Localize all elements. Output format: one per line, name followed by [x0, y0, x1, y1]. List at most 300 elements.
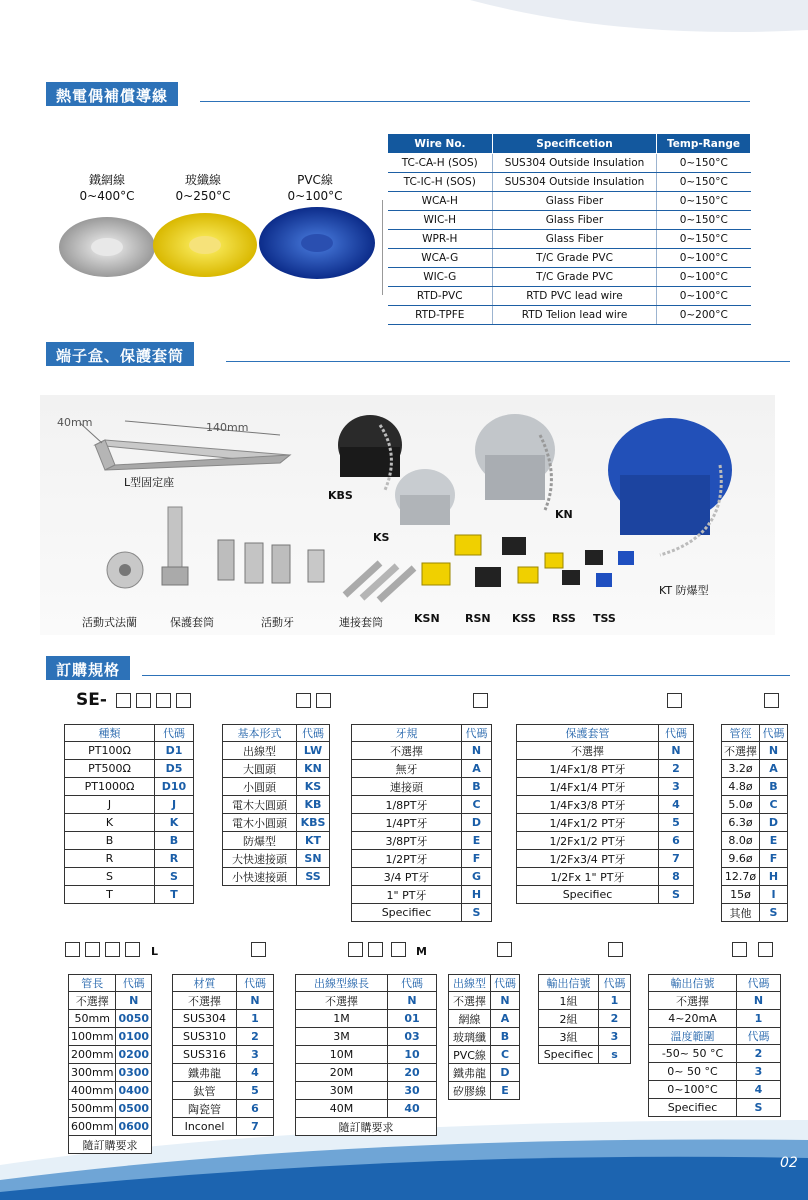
table-header: 代碼 — [116, 975, 152, 992]
wire-cell: 0~200°C — [657, 306, 751, 325]
table-code: KT — [297, 832, 330, 850]
table-row — [517, 796, 694, 814]
table-row — [173, 1118, 274, 1136]
table-row — [517, 742, 694, 760]
code-box — [316, 693, 331, 708]
table-cell: 出線型 — [223, 742, 297, 760]
table-code: 3 — [599, 1028, 631, 1046]
table-cell: 電木小圓頭 — [223, 814, 297, 832]
table-code: D — [462, 814, 492, 832]
wire-cell: Glass Fiber — [493, 230, 657, 249]
table-row — [722, 850, 788, 868]
table-cell: 1/4Fx1/4 PT牙 — [517, 778, 659, 796]
table-cell: 6.3ø — [722, 814, 760, 832]
table-row — [517, 886, 694, 904]
table-code: 0200 — [116, 1046, 152, 1064]
table-row — [296, 1064, 437, 1082]
table-row — [223, 760, 330, 778]
table-code: 0050 — [116, 1010, 152, 1028]
wire-row — [388, 287, 751, 306]
table-cell: Specifiec — [649, 1099, 737, 1117]
table-row — [223, 868, 330, 886]
code-box — [348, 942, 363, 957]
code-box — [497, 942, 512, 957]
table-code: N — [760, 742, 788, 760]
table-code: T — [155, 886, 194, 904]
table-row — [722, 886, 788, 904]
order-prefix: SE- — [76, 690, 107, 710]
table-code: 5 — [237, 1082, 274, 1100]
table-cell: 網線 — [449, 1010, 491, 1028]
table-code: K — [155, 814, 194, 832]
table-code: 30 — [388, 1082, 437, 1100]
table-cell: 10M — [296, 1046, 388, 1064]
wire-cell: Glass Fiber — [493, 192, 657, 211]
table-cell: T — [65, 886, 155, 904]
table-row — [69, 1118, 152, 1136]
table-code: B — [462, 778, 492, 796]
table-code: S — [737, 1099, 781, 1117]
table-row — [352, 742, 492, 760]
wire-cell: Glass Fiber — [493, 211, 657, 230]
table-row — [649, 1010, 781, 1028]
order-table-diameter — [721, 724, 788, 922]
table-header: 代碼 — [659, 725, 694, 742]
table-row — [352, 760, 492, 778]
table-cell: 40M — [296, 1100, 388, 1118]
table-row — [517, 868, 694, 886]
table-code: 10 — [388, 1046, 437, 1064]
wire-cell: T/C Grade PVC — [493, 268, 657, 287]
table-code: LW — [297, 742, 330, 760]
table-cell: J — [65, 796, 155, 814]
table-code: H — [462, 886, 492, 904]
table-row — [722, 868, 788, 886]
table-header: 代碼 — [599, 975, 631, 992]
table-code: C — [462, 796, 492, 814]
order-table-material — [172, 974, 274, 1136]
col-temp: Temp-Range — [657, 134, 751, 154]
table-header: 出線型線長 — [296, 975, 388, 992]
code-box — [65, 942, 80, 957]
table-row — [173, 1082, 274, 1100]
table-code: 1 — [237, 1010, 274, 1028]
vertical-divider — [382, 200, 383, 295]
table-code: D — [491, 1064, 520, 1082]
table-header: 代碼 — [760, 725, 788, 742]
table-code: 7 — [237, 1118, 274, 1136]
label-tss: TSS — [593, 612, 616, 625]
table-cell: 2組 — [539, 1010, 599, 1028]
wire-cell: 0~150°C — [657, 230, 751, 249]
table-cell: 小圓頭 — [223, 778, 297, 796]
table-row — [173, 1064, 274, 1082]
table-code: 1 — [737, 1010, 781, 1028]
table-row — [722, 904, 788, 922]
wire-cell: 0~150°C — [657, 154, 751, 173]
table-code: R — [155, 850, 194, 868]
code-box — [85, 942, 100, 957]
table-row — [517, 760, 694, 778]
table-code: S — [760, 904, 788, 922]
label-rss: RSS — [552, 612, 576, 625]
table-cell: 防爆型 — [223, 832, 297, 850]
table-cell: 9.6ø — [722, 850, 760, 868]
table-cell: 鐵弗龍 — [173, 1064, 237, 1082]
wire-cell: 0~100°C — [657, 268, 751, 287]
table-row — [517, 814, 694, 832]
table-cell: 不選擇 — [722, 742, 760, 760]
code-box — [608, 942, 623, 957]
table-cell: 連接頭 — [352, 778, 462, 796]
wire-row — [388, 192, 751, 211]
table-cell: 無牙 — [352, 760, 462, 778]
table-code: N — [116, 992, 152, 1010]
table-row — [352, 868, 492, 886]
table-row — [352, 904, 492, 922]
wire-type-pvc: PVC線 0~100°C — [287, 173, 343, 203]
table-cell: B — [65, 832, 155, 850]
wire-type-glass: 玻纖線 0~250°C — [175, 173, 231, 203]
table-row — [539, 1028, 631, 1046]
wire-row — [388, 211, 751, 230]
label-kss: KSS — [512, 612, 536, 625]
wire-cell: T/C Grade PVC — [493, 249, 657, 268]
table-cell: Specifiec — [517, 886, 659, 904]
table-code: S — [659, 886, 694, 904]
table-cell: 500mm — [69, 1100, 116, 1118]
table-cell: 1組 — [539, 992, 599, 1010]
table-code: 3 — [659, 778, 694, 796]
table-code: 0100 — [116, 1028, 152, 1046]
table-row — [223, 832, 330, 850]
table-code: D1 — [155, 742, 194, 760]
order-table-tube — [516, 724, 694, 904]
table-header: 代碼 — [155, 725, 194, 742]
table-cell: 100mm — [69, 1028, 116, 1046]
table-row — [722, 760, 788, 778]
table-cell: 大圓頭 — [223, 760, 297, 778]
table-cell: 3/8PT牙 — [352, 832, 462, 850]
order-table-form — [222, 724, 330, 886]
table-header: 代碼 — [462, 725, 492, 742]
table-row — [296, 1046, 437, 1064]
table-code: D5 — [155, 760, 194, 778]
code-box — [136, 693, 151, 708]
table-row — [352, 832, 492, 850]
table-code: B — [491, 1028, 520, 1046]
col-spec: Specificetion — [493, 134, 657, 154]
table-row — [539, 1010, 631, 1028]
table-cell: 1M — [296, 1010, 388, 1028]
table-row — [223, 796, 330, 814]
table-code: D — [760, 814, 788, 832]
table-row — [722, 832, 788, 850]
table-cell: 12.7ø — [722, 868, 760, 886]
table-row — [449, 1064, 520, 1082]
table-row — [539, 992, 631, 1010]
section-title-wire: 熱電偶補償導線 — [46, 82, 178, 106]
table-code: F — [462, 850, 492, 868]
code-box — [473, 693, 488, 708]
label-kn: KN — [555, 508, 573, 521]
table-code: 03 — [388, 1028, 437, 1046]
table-cell: 5.0ø — [722, 796, 760, 814]
table-cell: Specifiec — [539, 1046, 599, 1064]
table-cell: 20M — [296, 1064, 388, 1082]
order-table-type — [64, 724, 194, 904]
wire-coils-photo — [55, 205, 375, 285]
label-sleeve: 連接套筒 — [339, 616, 383, 629]
wire-row — [388, 249, 751, 268]
table-row — [69, 1082, 152, 1100]
table-code: D10 — [155, 778, 194, 796]
table-code: 20 — [388, 1064, 437, 1082]
code-box — [296, 693, 311, 708]
table-row — [539, 1046, 631, 1064]
table-code: 2 — [659, 760, 694, 778]
wire-cell: RTD PVC lead wire — [493, 287, 657, 306]
table-row — [65, 760, 194, 778]
table-row — [517, 832, 694, 850]
order-table-outtype — [448, 974, 520, 1100]
table-code: KB — [297, 796, 330, 814]
table-header: 代碼 — [737, 975, 781, 992]
order-table-thread — [351, 724, 492, 922]
table-row — [352, 814, 492, 832]
table-cell: 300mm — [69, 1064, 116, 1082]
table-row — [722, 814, 788, 832]
table-code: 2 — [599, 1010, 631, 1028]
wire-row — [388, 268, 751, 287]
table-cell: 不選擇 — [449, 992, 491, 1010]
table-row — [223, 778, 330, 796]
table-row — [296, 1028, 437, 1046]
section-divider — [142, 675, 790, 676]
table-cell: 3M — [296, 1028, 388, 1046]
wire-spec-table — [387, 133, 751, 325]
wire-cell: SUS304 Outside Insulation — [493, 154, 657, 173]
table-code: N — [237, 992, 274, 1010]
table-code: 1 — [599, 992, 631, 1010]
table-row — [517, 778, 694, 796]
table-code: 4 — [737, 1081, 781, 1099]
table-cell: 1/2Fx3/4 PT牙 — [517, 850, 659, 868]
wire-row — [388, 306, 751, 325]
table-code: S — [462, 904, 492, 922]
table-code: N — [737, 992, 781, 1010]
order-table-length — [68, 974, 152, 1154]
table-cell: 1/8PT牙 — [352, 796, 462, 814]
table-header: 保護套管 — [517, 725, 659, 742]
table-code: F — [760, 850, 788, 868]
table-cell: 200mm — [69, 1046, 116, 1064]
table-code: SS — [297, 868, 330, 886]
table-row — [69, 1028, 152, 1046]
wire-cell: 0~100°C — [657, 287, 751, 306]
section-divider — [226, 361, 790, 362]
table-cell: 8.0ø — [722, 832, 760, 850]
table-row — [722, 742, 788, 760]
table-row — [649, 1099, 781, 1117]
table-code: S — [155, 868, 194, 886]
wire-cell: TC-CA-H (SOS) — [388, 154, 493, 173]
table-row — [65, 814, 194, 832]
table-cell: SUS316 — [173, 1046, 237, 1064]
wire-cell: 0~150°C — [657, 211, 751, 230]
table-row — [173, 1100, 274, 1118]
table-code: G — [462, 868, 492, 886]
table-cell: K — [65, 814, 155, 832]
table-cell: Inconel — [173, 1118, 237, 1136]
table-cell: S — [65, 868, 155, 886]
table-cell: 3.2ø — [722, 760, 760, 778]
wire-cell: RTD-TPFE — [388, 306, 493, 325]
table-row — [352, 796, 492, 814]
suffix-l: L — [151, 945, 159, 958]
table-cell: 1/4Fx1/8 PT牙 — [517, 760, 659, 778]
table-row — [517, 850, 694, 868]
wire-type-mesh: 鐵網線 0~400°C — [79, 173, 135, 203]
table-cell: 0~100°C — [649, 1081, 737, 1099]
table-header: 代碼 — [297, 725, 330, 742]
code-box — [116, 693, 131, 708]
table-cell: 4.8ø — [722, 778, 760, 796]
table-row — [722, 796, 788, 814]
table-row — [173, 1046, 274, 1064]
table-cell: Specifiec — [352, 904, 462, 922]
wire-cell: WIC-H — [388, 211, 493, 230]
table-cell: PVC線 — [449, 1046, 491, 1064]
table-code: 4 — [659, 796, 694, 814]
label-fitting: 活動牙 — [261, 616, 294, 629]
table-row — [296, 1010, 437, 1028]
label-l-bracket: L型固定座 — [124, 476, 175, 489]
table-row — [65, 832, 194, 850]
table-code: 01 — [388, 1010, 437, 1028]
table-row — [449, 1028, 520, 1046]
table-header: 輸出信號 — [539, 975, 599, 992]
table-code: 3 — [737, 1063, 781, 1081]
table-cell: 不選擇 — [649, 992, 737, 1010]
table-cell: PT100Ω — [65, 742, 155, 760]
table-cell: 1/4PT牙 — [352, 814, 462, 832]
label-ksn: KSN — [414, 612, 440, 625]
table-cell: 不選擇 — [517, 742, 659, 760]
table-header: 管長 — [69, 975, 116, 992]
table-row — [65, 886, 194, 904]
order-table-output — [648, 974, 781, 1117]
table-code: J — [155, 796, 194, 814]
table-cell: 不選擇 — [69, 992, 116, 1010]
table-code: E — [462, 832, 492, 850]
wire-cell: RTD-PVC — [388, 287, 493, 306]
table-code: 6 — [659, 832, 694, 850]
table-cell: 15ø — [722, 886, 760, 904]
wire-row — [388, 173, 751, 192]
table-row — [223, 742, 330, 760]
table-row — [69, 992, 152, 1010]
table-cell: PT500Ω — [65, 760, 155, 778]
code-box — [156, 693, 171, 708]
table-code: N — [388, 992, 437, 1010]
table-row — [65, 868, 194, 886]
code-box — [667, 693, 682, 708]
table-cell: 1/2Fx1/2 PT牙 — [517, 832, 659, 850]
code-box — [125, 942, 140, 957]
wire-row — [388, 230, 751, 249]
table-code: 6 — [237, 1100, 274, 1118]
table-code: A — [760, 760, 788, 778]
section-divider — [200, 101, 750, 102]
table-code: 7 — [659, 850, 694, 868]
table-row — [69, 1046, 152, 1064]
products-illustration — [40, 395, 775, 635]
table-header: 代碼 — [388, 975, 437, 992]
table-row — [173, 992, 274, 1010]
suffix-m: M — [416, 945, 427, 958]
code-box — [176, 693, 191, 708]
table-row — [223, 850, 330, 868]
table-row — [649, 1045, 781, 1063]
table-cell: R — [65, 850, 155, 868]
wire-row — [388, 154, 751, 173]
dim-40mm: 40mm — [57, 416, 93, 429]
wire-cell: SUS304 Outside Insulation — [493, 173, 657, 192]
table-cell: 3組 — [539, 1028, 599, 1046]
table-cell: 矽膠線 — [449, 1082, 491, 1100]
wire-cell: TC-IC-H (SOS) — [388, 173, 493, 192]
table-cell: 1/4Fx3/8 PT牙 — [517, 796, 659, 814]
table-subheader: 代碼 — [737, 1028, 781, 1045]
wire-cell: 0~100°C — [657, 249, 751, 268]
table-row — [296, 992, 437, 1010]
table-code: s — [599, 1046, 631, 1064]
table-row — [722, 778, 788, 796]
table-code: N — [462, 742, 492, 760]
table-cell: PT1000Ω — [65, 778, 155, 796]
code-box — [732, 942, 747, 957]
table-row — [296, 1082, 437, 1100]
table-code: 3 — [237, 1046, 274, 1064]
table-code: 0500 — [116, 1100, 152, 1118]
table-subheader: 溫度範圍 — [649, 1028, 737, 1045]
table-header: 牙規 — [352, 725, 462, 742]
table-code: E — [491, 1082, 520, 1100]
table-cell: 1/2Fx 1" PT牙 — [517, 868, 659, 886]
wire-cell: WCA-G — [388, 249, 493, 268]
table-footer: 隨訂購要求 — [69, 1136, 152, 1154]
table-cell: SUS304 — [173, 1010, 237, 1028]
table-cell: 30M — [296, 1082, 388, 1100]
table-row — [449, 1082, 520, 1100]
table-row — [352, 850, 492, 868]
table-row — [65, 796, 194, 814]
wire-cell: WPR-H — [388, 230, 493, 249]
table-row — [296, 1100, 437, 1118]
table-row — [649, 992, 781, 1010]
wire-cell: 0~150°C — [657, 192, 751, 211]
label-kt: KT 防爆型 — [659, 584, 709, 597]
table-code: 0300 — [116, 1064, 152, 1082]
table-header: 材質 — [173, 975, 237, 992]
code-box — [764, 693, 779, 708]
table-row — [65, 778, 194, 796]
table-header: 出線型 — [449, 975, 491, 992]
table-row — [173, 1028, 274, 1046]
table-cell: 陶瓷管 — [173, 1100, 237, 1118]
table-code: 0600 — [116, 1118, 152, 1136]
